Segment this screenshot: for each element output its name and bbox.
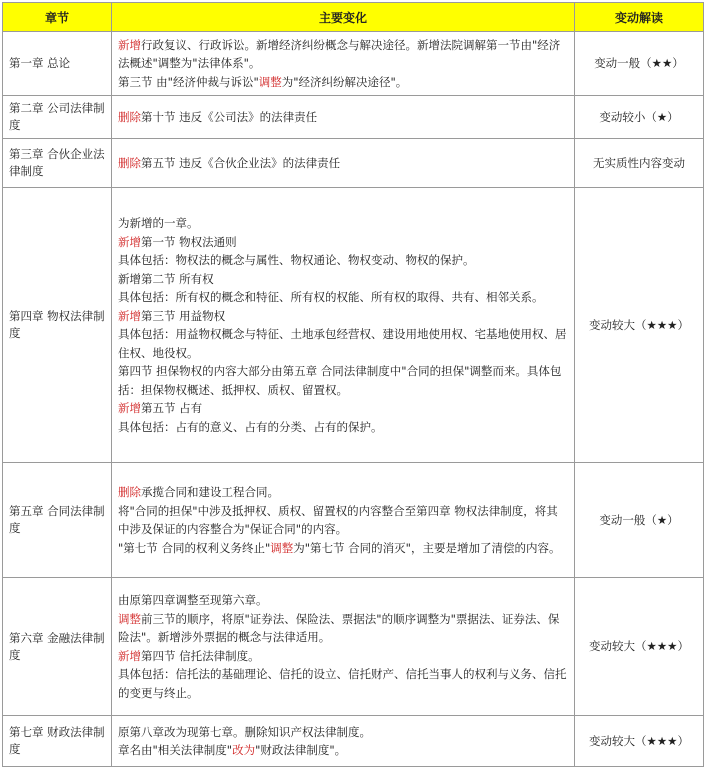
table-row <box>3 32 704 96</box>
changes-table <box>2 2 704 767</box>
change-text: 新增第二节 所有权 <box>118 271 214 286</box>
chapter-cell: 第六章 金融法律制度 <box>3 578 112 716</box>
change-text: 具体包括：占有的意义、占有的分类、占有的保护。 <box>118 419 383 434</box>
header-interpretation: 变动解读 <box>575 3 704 32</box>
table-row <box>3 716 704 767</box>
change-prefix: 章名由"相关法律制度" <box>118 743 233 757</box>
change-cell <box>112 96 575 139</box>
change-line <box>118 647 568 666</box>
header-row <box>3 3 704 32</box>
chapter-cell: 第七章 财政法律制度 <box>3 716 112 767</box>
highlight-keyword: 调整 <box>258 74 282 89</box>
rating-cell: 变动一般（★★） <box>575 32 704 96</box>
rating-cell: 变动较大（★★★） <box>575 578 704 716</box>
table-row <box>3 578 704 716</box>
change-text: 第四节 担保物权的内容大部分由第五章 合同法律制度中"合同的担保"调整而来。具体包括：担保物权概述、抵押权、质权、留置权。 <box>118 364 562 397</box>
change-text: 将"合同的担保"中涉及抵押权、质权、留置权的内容整合至第四章 物权法律制度，将其中涉及保证的内容整合为"保证合同"的内容。 <box>118 503 558 536</box>
change-text: 具体包括：物权法的概念与属性、物权通论、物权变动、物权的保护。 <box>118 253 475 267</box>
highlight-keyword: 新增 <box>118 37 141 52</box>
change-text: 行政复议、行政诉讼。新增经济纠纷概念与解决途径。新增法院调解第一节由"经济法概述"调整为"法律体系"。 <box>118 37 561 71</box>
highlight-keyword: 调整 <box>118 611 141 626</box>
change-text: 第五节 占有 <box>141 401 203 415</box>
change-line <box>118 741 568 760</box>
change-prefix: 第三节 由"经济仲裁与诉讼" <box>118 74 259 89</box>
change-text: 承揽合同和建设工程合同。 <box>141 485 279 499</box>
change-text: 具体包括：用益物权概念与特征、土地承包经营权、建设用地使用权、宅基地使用权、居住权、地役权。 <box>118 327 567 360</box>
change-text: 第十节 违反《公司法》的法律责任 <box>141 109 318 124</box>
change-line <box>118 665 568 702</box>
change-line <box>118 233 568 252</box>
change-cell <box>112 463 575 578</box>
change-line <box>118 214 568 233</box>
chapter-cell: 第五章 合同法律制度 <box>3 463 112 578</box>
rating-cell: 变动较大（★★★） <box>575 716 704 767</box>
header-changes: 主要变化 <box>112 3 575 32</box>
change-text: 为"经济纠纷解决途径"。 <box>281 74 408 89</box>
change-line <box>118 36 568 73</box>
change-line <box>118 362 568 399</box>
highlight-keyword: 新增 <box>118 308 141 323</box>
change-text: 具体包括：所有权的概念和特征、所有权的权能、所有权的取得、共有、相邻关系。 <box>118 290 544 304</box>
rating-cell: 无实质性内容变动 <box>575 139 704 188</box>
table-row <box>3 139 704 188</box>
change-line <box>118 539 568 558</box>
change-line <box>118 270 568 289</box>
change-line <box>118 325 568 362</box>
change-cell <box>112 578 575 716</box>
change-text: 第三节 用益物权 <box>141 308 226 323</box>
highlight-keyword: 新增 <box>118 648 141 663</box>
change-text: 原第八章改为现第七章。删除知识产权法律制度。 <box>118 724 371 739</box>
table-row <box>3 188 704 463</box>
change-text: 第一节 物权法通则 <box>141 234 237 249</box>
change-text: 具体包括：信托法的基础理论、信托的设立、信托财产、信托当事人的权利与义务、信托的变更与终止。 <box>118 667 567 700</box>
change-line <box>118 154 568 173</box>
table-row <box>3 463 704 578</box>
rating-cell: 变动较小（★） <box>575 96 704 139</box>
change-text: 由原第四章调整至现第六章。 <box>118 593 268 607</box>
highlight-keyword: 新增 <box>118 401 141 415</box>
change-line <box>118 502 568 539</box>
change-text: 第四节 信托法律制度。 <box>141 648 260 663</box>
change-cell <box>112 716 575 767</box>
change-line <box>118 418 568 437</box>
change-cell <box>112 188 575 463</box>
table-body <box>3 32 704 767</box>
highlight-keyword: 删除 <box>118 109 141 124</box>
change-line <box>118 591 568 610</box>
change-line <box>118 73 568 92</box>
chapter-cell: 第一章 总论 <box>3 32 112 96</box>
change-line <box>118 610 568 647</box>
change-text: 前三节的顺序，将原"证券法、保险法、票据法"的顺序调整为"票据法、证券法、保险法"。新增涉外票据的概念与法律适用。 <box>118 611 560 644</box>
change-line <box>118 399 568 418</box>
table-row <box>3 96 704 139</box>
highlight-keyword: 调整 <box>270 540 294 555</box>
chapter-cell: 第二章 公司法律制度 <box>3 96 112 139</box>
highlight-keyword: 新增 <box>118 234 141 249</box>
header-chapter: 章节 <box>3 3 112 32</box>
change-line <box>118 723 568 742</box>
change-cell <box>112 32 575 96</box>
chapter-cell: 第三章 合伙企业法律制度 <box>3 139 112 188</box>
highlight-keyword: 改为 <box>232 743 256 757</box>
change-text: 为"第七节 合同的消灭"，主要是增加了清偿的内容。 <box>293 540 561 555</box>
change-line <box>118 288 568 307</box>
change-line <box>118 251 568 270</box>
highlight-keyword: 删除 <box>118 155 141 170</box>
rating-cell: 变动一般（★） <box>575 463 704 578</box>
change-text: 第五节 违反《合伙企业法》的法律责任 <box>141 155 341 170</box>
change-text: 为新增的一章。 <box>118 216 199 230</box>
rating-cell: 变动较大（★★★） <box>575 188 704 463</box>
change-cell <box>112 139 575 188</box>
change-line <box>118 108 568 127</box>
highlight-keyword: 删除 <box>118 485 141 499</box>
change-line <box>118 307 568 326</box>
change-prefix: "第七节 合同的权利义务终止" <box>118 540 271 555</box>
change-line <box>118 483 568 502</box>
chapter-cell: 第四章 物权法律制度 <box>3 188 112 463</box>
change-text: "财政法律制度"。 <box>255 743 347 757</box>
